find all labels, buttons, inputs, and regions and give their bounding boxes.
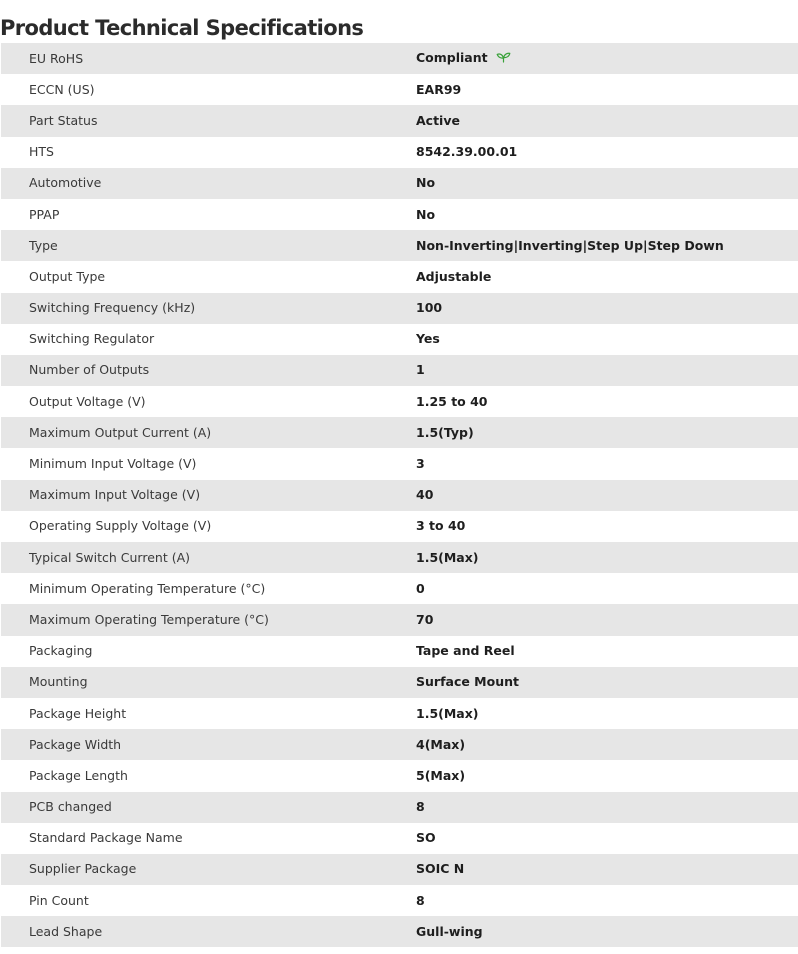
spec-value-cell xyxy=(416,261,798,292)
spec-value: 3 xyxy=(416,456,425,472)
spec-row xyxy=(1,74,798,105)
spec-row xyxy=(1,511,798,542)
spec-row xyxy=(1,480,798,511)
spec-value: Surface Mount xyxy=(416,674,519,690)
spec-value-cell xyxy=(416,604,798,635)
spec-value: 8 xyxy=(416,892,425,908)
spec-row xyxy=(1,293,798,324)
spec-label: Operating Supply Voltage (V) xyxy=(29,518,212,534)
spec-label: Output Type xyxy=(29,268,106,284)
spec-row xyxy=(1,604,798,635)
leaf-icon xyxy=(496,51,511,67)
spec-label: Supplier Package xyxy=(1,854,416,885)
spec-value: 100 xyxy=(416,300,443,316)
spec-label: Number of Outputs xyxy=(1,355,416,386)
spec-value: SO xyxy=(416,830,436,846)
spec-label: Output Voltage (V) xyxy=(29,393,146,409)
spec-label: Maximum Operating Temperature (°C) xyxy=(1,604,416,635)
spec-value-cell xyxy=(416,137,798,168)
spec-value: 4(Max) xyxy=(416,736,466,752)
spec-value: 40 xyxy=(416,487,434,503)
spec-row xyxy=(1,667,798,698)
spec-value: Gull-wing xyxy=(416,923,483,939)
spec-value: Compliant xyxy=(416,50,488,66)
spec-value: 0 xyxy=(416,580,425,596)
spec-value: 5(Max) xyxy=(416,767,466,783)
page-title: Product Technical Specifications xyxy=(0,16,364,41)
spec-value: Yes xyxy=(416,331,440,347)
spec-label: EU RoHS xyxy=(1,43,416,74)
spec-value-cell xyxy=(416,823,798,854)
spec-value-cell xyxy=(416,667,798,698)
spec-value: No xyxy=(416,206,436,222)
spec-value-cell xyxy=(416,386,798,417)
spec-row xyxy=(1,760,798,791)
spec-value: 8542.39.00.01 xyxy=(416,144,518,160)
spec-label: Mounting xyxy=(1,667,416,698)
spec-value-cell xyxy=(416,542,798,573)
spec-row xyxy=(1,885,798,916)
spec-value-cell xyxy=(416,511,798,542)
spec-label: Minimum Operating Temperature (°C) xyxy=(29,580,266,596)
spec-row xyxy=(1,698,798,729)
spec-value-cell xyxy=(416,636,798,667)
spec-row xyxy=(1,230,798,261)
spec-value-cell xyxy=(416,199,798,230)
spec-label: Switching Frequency (kHz) xyxy=(1,293,416,324)
spec-label: Pin Count xyxy=(29,892,89,908)
spec-value: Tape and Reel xyxy=(416,643,515,659)
spec-value-cell xyxy=(416,43,798,74)
spec-row xyxy=(1,355,798,386)
spec-label: Switching Regulator xyxy=(29,331,155,347)
spec-value-cell xyxy=(416,573,798,604)
spec-label: Lead Shape xyxy=(1,916,416,947)
spec-value: 70 xyxy=(416,611,434,627)
spec-label: Maximum Input Voltage (V) xyxy=(1,480,416,511)
spec-table xyxy=(1,43,798,947)
spec-value: Active xyxy=(416,112,460,128)
spec-table-body xyxy=(1,43,798,947)
spec-value: 1.5(Typ) xyxy=(416,424,474,440)
spec-row xyxy=(1,729,798,760)
spec-value-cell xyxy=(416,168,798,199)
spec-row xyxy=(1,542,798,573)
spec-value-cell xyxy=(416,760,798,791)
spec-value: 8 xyxy=(416,799,425,815)
spec-value-cell xyxy=(416,916,798,947)
spec-value-cell xyxy=(416,324,798,355)
spec-value-cell xyxy=(416,448,798,479)
spec-row xyxy=(1,573,798,604)
spec-row xyxy=(1,261,798,292)
spec-label: HTS xyxy=(29,144,54,160)
spec-label: Package Height xyxy=(29,705,127,721)
spec-value: 1.25 to 40 xyxy=(416,393,488,409)
spec-label: Package Width xyxy=(1,729,416,760)
spec-value-cell xyxy=(416,854,798,885)
spec-label: Standard Package Name xyxy=(29,830,183,846)
spec-label: PPAP xyxy=(29,206,60,222)
spec-label: Typical Switch Current (A) xyxy=(1,542,416,573)
spec-row xyxy=(1,199,798,230)
spec-row xyxy=(1,854,798,885)
spec-label: PCB changed xyxy=(1,792,416,823)
spec-label: ECCN (US) xyxy=(29,81,95,97)
spec-row xyxy=(1,386,798,417)
spec-row xyxy=(1,448,798,479)
spec-value-cell xyxy=(416,105,798,136)
spec-value: 3 to 40 xyxy=(416,518,466,534)
spec-label: Type xyxy=(1,230,416,261)
spec-label: Maximum Output Current (A) xyxy=(1,417,416,448)
spec-label: Automotive xyxy=(1,168,416,199)
spec-row xyxy=(1,823,798,854)
spec-row xyxy=(1,636,798,667)
spec-label: Minimum Input Voltage (V) xyxy=(29,456,197,472)
spec-value-cell xyxy=(416,885,798,916)
spec-value-cell xyxy=(416,417,798,448)
spec-row xyxy=(1,168,798,199)
spec-row xyxy=(1,916,798,947)
spec-value-cell xyxy=(416,293,798,324)
spec-row xyxy=(1,792,798,823)
spec-value: Adjustable xyxy=(416,268,492,284)
spec-row xyxy=(1,43,798,74)
spec-label: Packaging xyxy=(29,643,93,659)
spec-label: Package Length xyxy=(29,767,128,783)
spec-value-cell xyxy=(416,74,798,105)
spec-value-cell xyxy=(416,480,798,511)
spec-row xyxy=(1,324,798,355)
spec-value-cell xyxy=(416,792,798,823)
spec-value: No xyxy=(416,175,436,191)
spec-value: 1.5(Max) xyxy=(416,549,479,565)
spec-value-cell xyxy=(416,355,798,386)
spec-value-cell xyxy=(416,230,798,261)
spec-value: 1.5(Max) xyxy=(416,705,479,721)
spec-row xyxy=(1,417,798,448)
spec-value: EAR99 xyxy=(416,81,462,97)
spec-value: Non-Inverting|Inverting|Step Up|Step Down xyxy=(416,237,724,253)
spec-value-cell xyxy=(416,698,798,729)
spec-value: 1 xyxy=(416,362,425,378)
spec-row xyxy=(1,105,798,136)
spec-value: SOIC N xyxy=(416,861,465,877)
spec-label: Part Status xyxy=(1,105,416,136)
spec-row xyxy=(1,137,798,168)
spec-value-cell xyxy=(416,729,798,760)
